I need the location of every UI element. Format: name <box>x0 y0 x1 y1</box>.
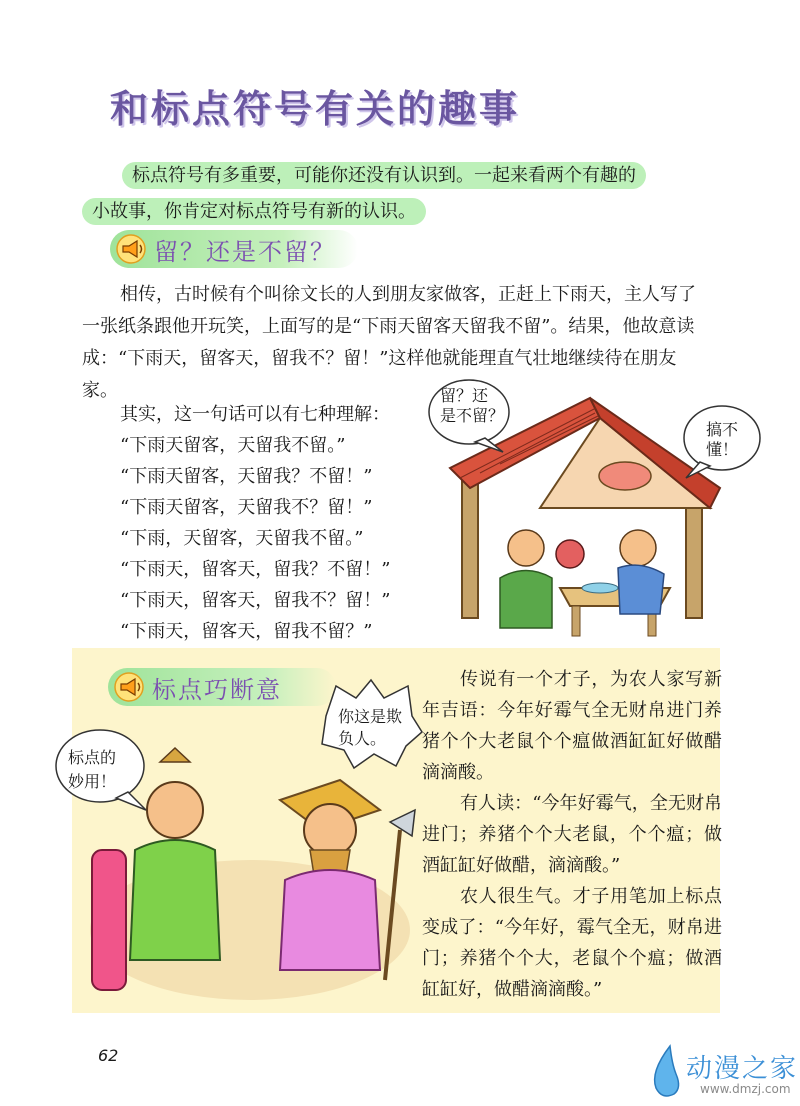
reading-item: “下雨天留客，天留我不留。” <box>120 435 346 456</box>
bubble-line: 留？还 <box>440 386 489 405</box>
site-logo-name: 动漫之家 <box>686 1054 799 1084</box>
reading-item: “下雨天，留客天，留我不留？” <box>120 621 373 642</box>
story-2 <box>422 664 722 1005</box>
bubble-line: 懂！ <box>706 440 739 459</box>
bubble-line: 妙用！ <box>68 772 117 791</box>
site-logo-url: www.dmzj.com <box>700 1082 791 1096</box>
section-heading-1 <box>110 230 358 268</box>
story-1-paragraph: 相传，古时候有个叫徐文长的人到朋友家做客，正赶上下雨天，主人写了一张纸条跟他开玩笑，上面写的是“下雨天留客天留我不留”。结果，他故意读成：“下雨天，留客天，留我不？留！”这样他就能理直气壮地继续待在朋友家。 <box>82 284 696 401</box>
reading-item: “下雨天留客，天留我不？留！” <box>120 497 373 518</box>
bubble-text <box>68 746 116 794</box>
page-number: 62 <box>98 1046 119 1065</box>
reading-item: “下雨，天留客，天留我不留。” <box>120 528 364 549</box>
reading-item: “下雨天，留客天，留我？不留！” <box>120 559 391 580</box>
story-2-paragraph: 传说有一个才子，为农人家写新年吉语：今年好霉气全无财帛进门养猪个个大老鼠个个瘟做酒缸缸好做醋滴滴酸。 <box>422 669 722 783</box>
section-heading-2-text: 标点巧断意 <box>152 675 282 704</box>
page-title: 和标点符号有关的趣事 <box>110 87 521 131</box>
bubble-line: 你这是欺 <box>338 707 403 726</box>
bubble-text <box>440 386 504 426</box>
story-2-paragraph: 农人很生气。才子用笔加上标点变成了：“今年好，霉气全无，财帛进门；养猪个个大，老鼠个个瘟；做酒缸缸好，做醋滴滴酸。” <box>422 886 722 1000</box>
readings-list <box>82 399 442 647</box>
intro-line-2: 小故事，你肯定对标点符号有新的认识。 <box>82 198 426 225</box>
site-logo-icon <box>646 1044 684 1100</box>
intro-paragraph <box>82 158 702 230</box>
reading-item: “下雨天留客，天留我？不留！” <box>120 466 373 487</box>
bubble-line: 是不留？ <box>440 406 505 425</box>
bubble-line: 负人。 <box>338 729 387 748</box>
readings-intro: 其实，这一句话可以有七种理解： <box>120 404 390 425</box>
bubble-text <box>338 706 402 750</box>
section-heading-2 <box>108 668 336 706</box>
megaphone-icon <box>116 234 148 264</box>
bubble-line: 搞不 <box>706 420 739 439</box>
reading-item: “下雨天，留客天，留我不？留！” <box>120 590 391 611</box>
intro-line-1: 标点符号有多重要，可能你还没有认识到。一起来看两个有趣的 <box>122 162 646 189</box>
bubble-line: 标点的 <box>68 748 117 767</box>
section-heading-1-text: 留？还是不留？ <box>154 237 336 266</box>
story-2-paragraph: 有人读：“今年好霉气，全无财帛进门；养猪个个大老鼠，个个瘟；做酒缸缸好做醋，滴滴酸。” <box>422 793 722 876</box>
bubble-text <box>706 420 738 460</box>
megaphone-icon <box>114 672 146 702</box>
